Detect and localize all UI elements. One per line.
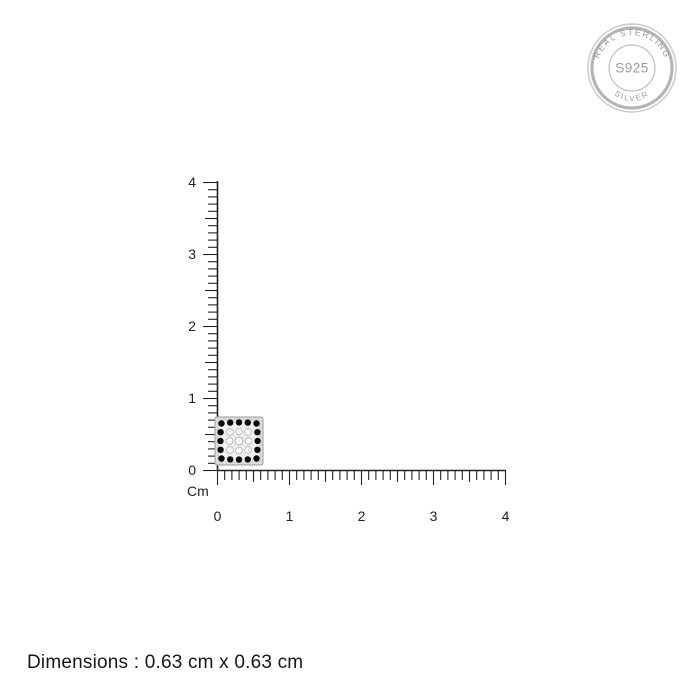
ruler-horizontal-label-1: 1 xyxy=(285,508,294,524)
ruler-horizontal-ticks xyxy=(218,471,506,485)
dimensions-caption: Dimensions : 0.63 cm x 0.63 cm xyxy=(27,652,304,673)
product-image xyxy=(213,415,265,467)
sterling-silver-hallmark xyxy=(582,18,682,118)
ruler-vertical-label-3: 3 xyxy=(188,246,196,262)
ruler-vertical-label-1: 1 xyxy=(188,390,196,406)
ruler-horizontal-label-2: 2 xyxy=(357,508,366,524)
ruler-horizontal-label-3: 3 xyxy=(429,508,438,524)
stamp-center-text: S925 xyxy=(615,60,649,76)
ruler-horizontal-label-0: 0 xyxy=(213,508,222,524)
stamp-arc-bottom-text: SILVER xyxy=(612,88,652,104)
ruler-horizontal-label-4: 4 xyxy=(501,508,510,524)
ruler-vertical-label-4: 4 xyxy=(188,174,196,190)
ruler-unit-label: Cm xyxy=(187,483,209,499)
ruler-vertical-label-0: 0 xyxy=(188,462,196,478)
ruler-vertical-label-2: 2 xyxy=(188,318,196,334)
stamp-arc-top-text: REAL STERLING xyxy=(591,26,673,60)
